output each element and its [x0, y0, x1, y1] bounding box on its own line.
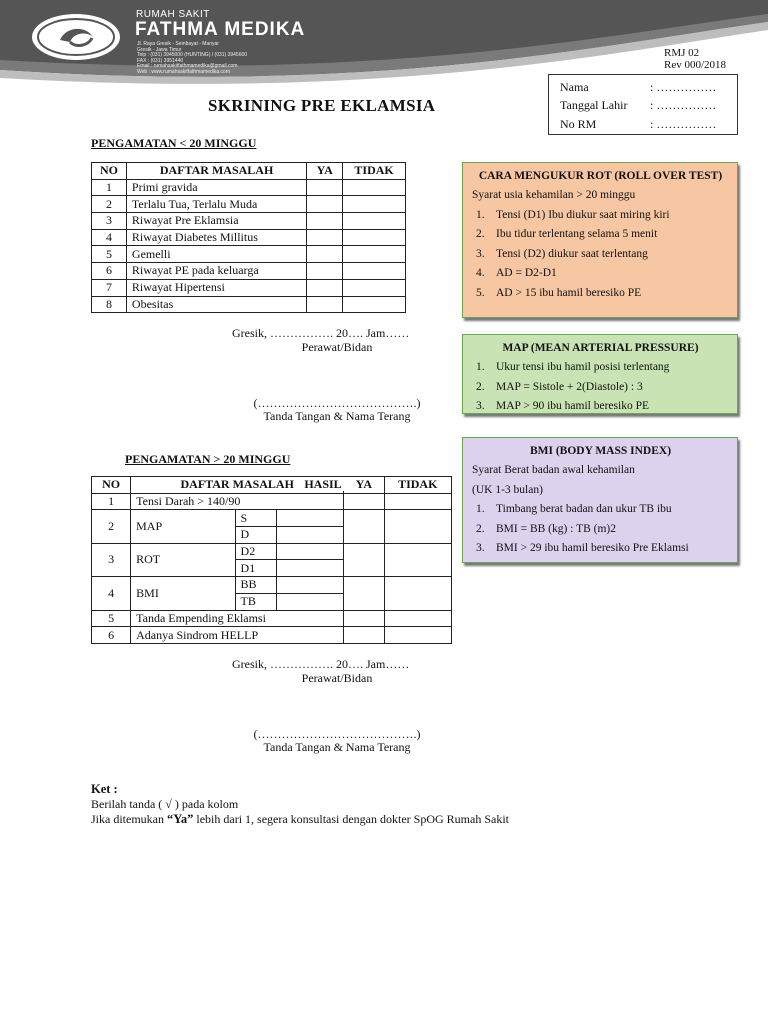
bmi-info-box: BMI (BODY MASS INDEX) Syarat Berat badan awal kehamilan (UK 1-3 bulan) 1. Timbang berat badan dan ukur TB ibu 2. BMI = BB (kg) : TB (m)2 3. BMI > 29 ibu hamil beresiko Pre Eklamsi [462, 437, 738, 563]
table-header-row: NO DAFTAR MASALAH YA TIDAK [92, 477, 452, 494]
section1-place-date[interactable]: Gresik, ……………. 20…. Jam…… [232, 326, 410, 340]
ya-cell[interactable] [307, 263, 343, 280]
table-row: 1 Primi gravida [92, 179, 406, 196]
name-field[interactable]: : …………… [650, 79, 717, 94]
form-code: RMJ 02 Rev 000/2018 [664, 47, 727, 71]
notes-line-1: Berilah tanda ( √ ) pada kolom [91, 797, 239, 811]
ya-cell[interactable] [344, 627, 384, 644]
ya-cell[interactable] [307, 279, 343, 296]
mrn-label: No RM [560, 116, 597, 131]
list-item: 2. MAP = Sistole + 2(Diastole) : 3 [476, 380, 643, 393]
bmi-title: BMI (BODY MASS INDEX) [529, 445, 672, 457]
ya-cell[interactable] [307, 296, 343, 313]
section2-place-date[interactable]: Gresik, ……………. 20…. Jam…… [232, 657, 410, 671]
list-item: 2. BMI = BB (kg) : TB (m)2 [476, 522, 616, 535]
table-row: 6 Riwayat PE pada keluarga [92, 263, 406, 280]
section2-signature-line[interactable]: (………………………………….) [253, 727, 421, 741]
tidak-cell[interactable] [343, 229, 406, 246]
page-title: SKRINING PRE EKLAMSIA [208, 96, 436, 115]
ya-cell[interactable] [307, 196, 343, 213]
list-item: 1. Timbang berat badan dan ukur TB ibu [476, 503, 672, 515]
section1-heading: PENGAMATAN < 20 MINGGU [91, 136, 257, 150]
tidak-cell[interactable] [343, 263, 406, 280]
tidak-cell[interactable] [384, 543, 451, 576]
name-label: Nama [560, 79, 589, 94]
table-row: 2 MAP S [92, 510, 452, 527]
ya-cell[interactable] [344, 493, 384, 510]
rot-title: CARA MENGUKUR ROT (ROLL OVER TEST) [478, 170, 723, 182]
hospital-address: Jl. Raya Gresik - Sembayat - Manyar Gresik - Jawa Timur Telp : (031) 3945000 (HUNTING) / (031) 3945600 FAX : (031) 3951440 Email : rumahsakitfathmamedika@gmail.com Web : www.rumahsakitfathmamedika.com [137, 41, 248, 75]
hasil-cell[interactable] [276, 560, 343, 577]
section1-signature-label: Tanda Tangan & Nama Terang [263, 409, 411, 423]
ya-cell[interactable] [307, 213, 343, 230]
table-row: 5 Tanda Empending Eklamsi [92, 610, 452, 627]
table-row: 7 Riwayat Hipertensi [92, 279, 406, 296]
hasil-cell[interactable] [276, 510, 343, 527]
table-row: 5 Gemelli [92, 246, 406, 263]
ya-cell[interactable] [344, 577, 384, 610]
list-item: 3. MAP > 90 ibu hamil beresiko PE [476, 400, 649, 412]
list-item: 3. BMI > 29 ibu hamil beresiko Pre Eklamsi [476, 542, 689, 554]
ya-cell[interactable] [344, 510, 384, 543]
mrn-field[interactable]: : …………… [650, 116, 717, 131]
table-row: 2 Terlalu Tua, Terlalu Muda [92, 196, 406, 213]
hasil-cell[interactable] [276, 543, 343, 560]
ya-cell[interactable] [307, 179, 343, 196]
hasil-cell[interactable] [276, 577, 343, 594]
section2-role: Perawat/Bidan [301, 671, 373, 685]
section2-heading: PENGAMATAN > 20 MINGGU [125, 452, 291, 466]
section2-table [91, 476, 452, 644]
list-item: 4. AD = D2-D1 [476, 267, 557, 279]
map-info-box [462, 334, 738, 414]
table-row: 3 ROT D2 [92, 543, 452, 560]
tidak-cell[interactable] [384, 610, 451, 627]
table-row: 4 BMI BB [92, 577, 452, 594]
dob-label: Tanggal Lahir [560, 98, 628, 113]
patient-id-box [548, 74, 738, 135]
ya-cell[interactable] [307, 229, 343, 246]
notes-label: Ket : [91, 782, 118, 796]
hospital-name: FATHMA MEDIKA [135, 19, 306, 40]
table-row: 4 Riwayat Diabetes Millitus [92, 229, 406, 246]
table-row: TB [92, 593, 452, 610]
rot-info-box: CARA MENGUKUR ROT (ROLL OVER TEST) Syarat usia kehamilan > 20 minggu 1. Tensi (D1) Ibu diukur saat miring kiri 2. Ibu tidur terlentang selama 5 menit 3. Tensi (D2) diukur saat terlentang 4. AD = D2-D1 5. AD > 15 ibu hamil beresiko PE [462, 162, 738, 318]
table-row: 6 Adanya Sindrom HELLP [92, 627, 452, 644]
tidak-cell[interactable] [384, 493, 451, 510]
section1-table [91, 162, 406, 313]
table-row: 3 Riwayat Pre Eklamsia [92, 213, 406, 230]
tidak-cell[interactable] [343, 196, 406, 213]
list-item: 1. Ukur tensi ibu hamil posisi terlentang [476, 361, 670, 373]
tidak-cell[interactable] [343, 296, 406, 313]
notes-line-2: Jika ditemukan “Ya” lebih dari 1, segera konsultasi dengan dokter SpOG Rumah Sakit [91, 812, 509, 826]
table-row: D1 [92, 560, 452, 577]
ya-cell[interactable] [344, 543, 384, 576]
tidak-cell[interactable] [343, 179, 406, 196]
tidak-cell[interactable] [384, 577, 451, 610]
tidak-cell[interactable] [384, 627, 451, 644]
dob-field[interactable]: : …………… [650, 98, 717, 113]
table-row: D [92, 527, 452, 544]
section1-signature-line[interactable]: (………………………………….) [253, 396, 421, 410]
ya-cell[interactable] [344, 610, 384, 627]
tidak-cell[interactable] [384, 510, 451, 543]
hasil-cell[interactable] [276, 527, 343, 544]
section2-signature-label: Tanda Tangan & Nama Terang [263, 740, 411, 754]
list-item: 1. Tensi (D1) Ibu diukur saat miring kiri [476, 208, 670, 221]
ya-cell[interactable] [307, 246, 343, 263]
hospital-type: RUMAH SAKIT [136, 9, 210, 20]
section1-role: Perawat/Bidan [301, 340, 373, 354]
map-title: MAP (MEAN ARTERIAL PRESSURE) [502, 342, 699, 354]
table-row: 1 Tensi Darah > 140/90 [92, 493, 452, 510]
list-item: 3. Tensi (D2) diukur saat terlentang [476, 247, 648, 260]
list-item: 5. AD > 15 ibu hamil beresiko PE [476, 286, 642, 299]
tidak-cell[interactable] [343, 246, 406, 263]
table-row: 8 Obesitas [92, 296, 406, 313]
tidak-cell[interactable] [343, 279, 406, 296]
notes [91, 782, 509, 827]
hospital-logo [30, 12, 122, 62]
hasil-cell[interactable] [276, 593, 343, 610]
table-header-row: NO DAFTAR MASALAH YA TIDAK [92, 163, 406, 180]
list-item: 2. Ibu tidur terlentang selama 5 menit [476, 228, 658, 240]
tidak-cell[interactable] [343, 213, 406, 230]
hasil-header: HASIL [294, 477, 352, 491]
